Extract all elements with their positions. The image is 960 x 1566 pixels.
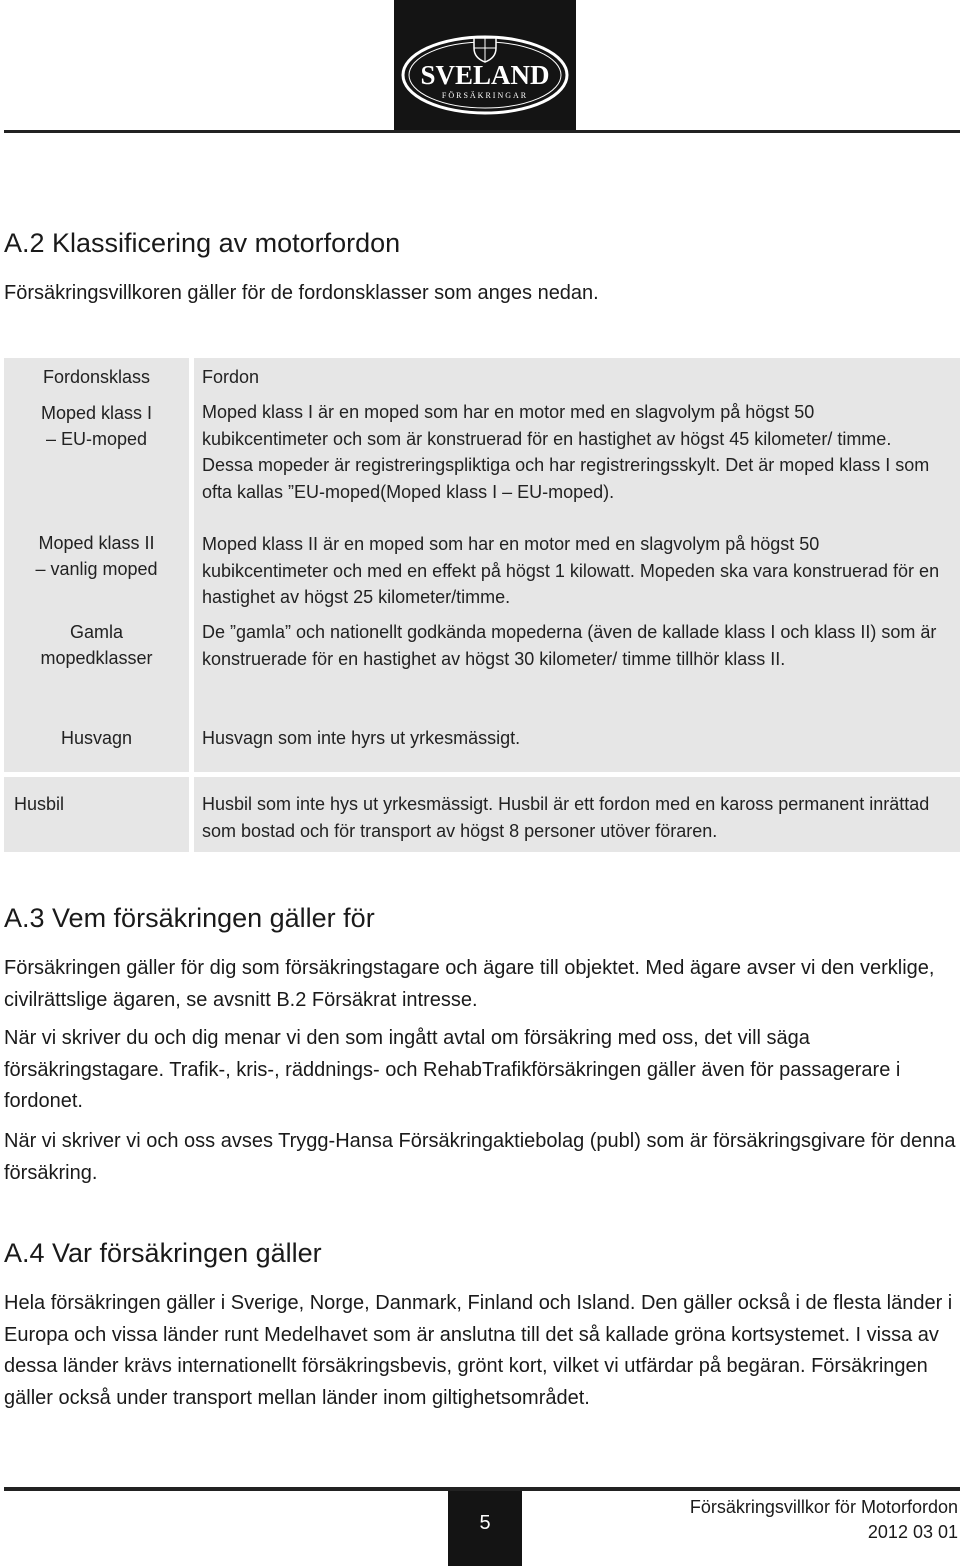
table-row-description: Husvagn som inte hyrs ut yrkesmässigt. xyxy=(202,728,521,748)
section-a4-paragraph: Hela försäkringen gäller i Sverige, Norge, Danmark, Finland och Island. Den gäller också i de flesta länder i Europa och vissa länder runt Medelhavet som är anslutna till det så kallade gröna kortsystemet. I vissa av dessa länder krävs internationellt försäkringsbevis, grönt kort, vilket vi utfärdar på begäran. Försäkringen gäller också under transport mellan länder inom giltighetsområdet. xyxy=(4,1292,953,1409)
table-row-description: De ”gamla” och nationellt godkända mopederna (även de kallade klass I och klass II) som är konstruerade för en hastighet av högst 30 kilometer/ timme tillhör klass II. xyxy=(202,622,937,669)
row-label-line: Gamla xyxy=(69,622,123,642)
page-number: 5 xyxy=(448,1491,522,1566)
table-row-description: Moped klass II är en moped som har en motor med en slagvolym på högst 50 kubikcentimeter och med en effekt på högst 1 kilowatt. Mopeden ska vara konstruerad för en hastighet av högst 25 kilometer/timme. xyxy=(202,534,940,607)
section-a2-intro: Försäkringsvillkoren gäller för de fordonsklasser som anges nedan. xyxy=(4,282,599,304)
table-header-vehicle: Fordon xyxy=(202,367,260,387)
table-row-separator xyxy=(4,772,960,777)
table-row-label xyxy=(4,791,189,817)
section-a3-paragraph: Försäkringen gäller för dig som försäkringstagare och ägare till objektet. Med ägare avser vi den verklige, civilrättslige ägaren, se avsnitt B.2 Försäkrat intresse. xyxy=(4,957,935,1011)
table-column-divider xyxy=(189,358,194,852)
vehicle-class-table xyxy=(4,358,960,852)
footer-document-title: Försäkringsvillkor för Motorfordon xyxy=(689,1497,958,1517)
logo-emblem-icon xyxy=(394,0,576,130)
footer-date: 2012 03 01 xyxy=(867,1522,958,1542)
section-a3-paragraph: När vi skriver du och dig menar vi den som ingått avtal om försäkring med oss, det vill säga försäkringstagare. Trafik-, kris-, räddnings- och RehabTrafikförsäkringen gäller även för passagerare i fordonet. xyxy=(4,1027,901,1112)
table-row-label xyxy=(4,530,189,582)
table-row-description: Moped klass I är en moped som har en motor med en slagvolym på högst 50 kubikcentimeter och som är konstruerad för en hastighet av högst 45 kilometer/ timme. Dessa mopeder är registreringspliktiga och har registreringsskylt. Det är moped klass I som ofta kallas ”EU-moped(Moped klass I – EU-moped). xyxy=(202,402,930,502)
table-row-description: Husbil som inte hys ut yrkesmässigt. Husbil är ett fordon med en kaross permanent inrättad som bostad och för transport av högst 8 personer utöver föraren. xyxy=(202,794,930,841)
section-heading-a4: A.4 Var försäkringen gäller xyxy=(4,1238,322,1268)
table-row-label xyxy=(4,400,189,452)
section-heading-a3: A.3 Vem försäkringen gäller för xyxy=(4,903,375,933)
row-label-line: Husbil xyxy=(14,794,65,814)
header-rule xyxy=(4,130,960,133)
table-row-label xyxy=(4,619,189,671)
row-label-line: Husvagn xyxy=(60,728,133,748)
row-label-line: – vanlig moped xyxy=(35,559,158,579)
sveland-logo xyxy=(394,0,576,130)
table-row-label xyxy=(4,725,189,751)
row-label-line: Moped klass I xyxy=(40,403,153,423)
table-header-vehicle-class: Fordonsklass xyxy=(42,367,151,387)
logo-sub-text: FÖRSÄKRINGAR xyxy=(441,91,529,100)
logo-brand-text: SVELAND xyxy=(420,60,550,90)
row-label-line: Moped klass II xyxy=(38,533,155,553)
section-a3-paragraph: När vi skriver vi och oss avses Trygg-Hansa Försäkringaktiebolag (publ) som är försäkringsgivare för denna försäkring. xyxy=(4,1130,956,1184)
row-label-line: mopedklasser xyxy=(40,648,153,668)
section-heading-a2: A.2 Klassificering av motorfordon xyxy=(4,228,401,258)
row-label-line: – EU-moped xyxy=(45,429,148,449)
